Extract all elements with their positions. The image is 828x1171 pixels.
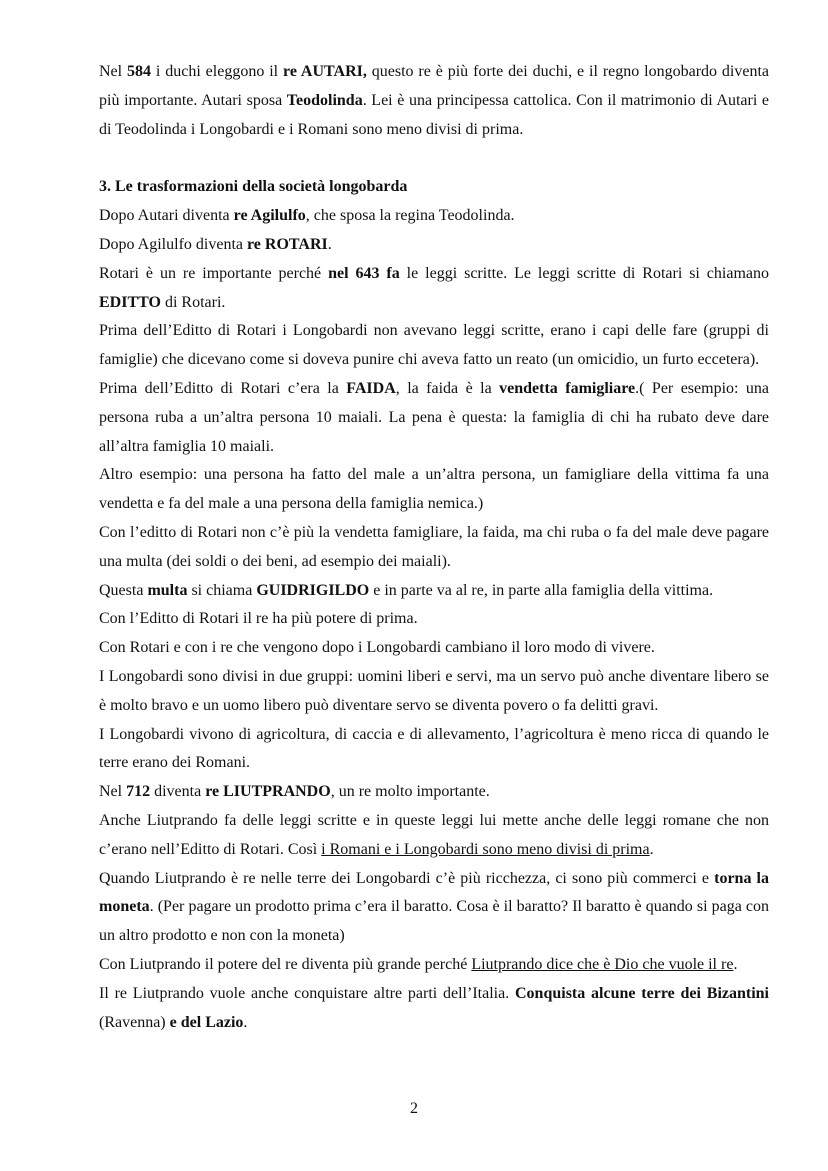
paragraph-groups: I Longobardi sono divisi in due gruppi: uomini liberi e servi, ma un servo può anche diventare libero se è molto bravo e un uomo libero può diventare servo se diventa povero o fa delitti gravi. xyxy=(99,667,769,714)
paragraph-leggi-liutprando: Anche Liutprando fa delle leggi scritte e in queste leggi lui mette anche delle leggi romane che non c’erano nell’Editto di Rotari. Così i Romani e i Longobardi sono meno divisi di prima. xyxy=(99,811,769,858)
paragraph-agriculture: I Longobardi vivono di agricoltura, di caccia e di allevamento, l’agricoltura è meno ricca di quando le terre erano dei Romani. xyxy=(99,725,769,772)
paragraph-power: Con l’Editto di Rotari il re ha più potere di prima. xyxy=(99,610,418,628)
paragraph-faida: Prima dell’Editto di Rotari c’era la FAIDA, la faida è la vendetta famigliare.( Per esempio: una persona ruba a un’altra persona 10 maiali. La pena è questa: la famiglia di chi ha rubato deve dare all’altra famiglia 10 maiali. xyxy=(99,379,770,455)
paragraph-editto: Rotari è un re importante perché nel 643 fa le leggi scritte. Le leggi scritte di Rotari si chiamano EDITTO di Rotari. xyxy=(99,264,770,311)
paragraph-autari: Nel 584 i duchi eleggono il re AUTARI, questo re è più forte dei duchi, e il regno longobardo diventa più importante. Autari sposa Teodolinda. Lei è una principessa cattolica. Con il matrimonio di Autari e di Teodolinda i Longobardi e i Romani sono meno divisi di prima. xyxy=(99,63,770,138)
document-page xyxy=(99,58,769,1037)
paragraph-moneta: Quando Liutprando è re nelle terre dei Longobardi c’è più ricchezza, ci sono più commerci e torna la moneta. (Per pagare un prodotto prima c’era il baratto. Cosa è il baratto? Il baratto è quando si paga con un altro prodotto e non con la moneta) xyxy=(99,869,769,945)
paragraph-liutprando: Nel 712 diventa re LIUTPRANDO, un re molto importante. xyxy=(99,783,490,801)
paragraph-dio: Con Liutprando il potere del re diventa più grande perché Liutprando dice che è Dio che vuole il re. xyxy=(99,955,738,973)
paragraph-before-editto: Prima dell’Editto di Rotari i Longobardi non avevano leggi scritte, erano i capi delle fare (gruppi di famiglie) che dicevano come si doveva punire chi aveva fatto un reato (un omicidio, un furto eccetera). xyxy=(99,322,769,369)
bold-king: re AUTARI, xyxy=(283,63,367,80)
paragraph-agilulfo: Dopo Autari diventa re Agilulfo, che sposa la regina Teodolinda. xyxy=(99,207,515,225)
page-number: 2 xyxy=(410,1100,418,1117)
paragraph-change: Con Rotari e con i re che vengono dopo i Longobardi cambiano il loro modo di vivere. xyxy=(99,639,655,657)
paragraph-multa-intro: Con l’editto di Rotari non c’è più la vendetta famigliare, la faida, ma chi ruba o fa del male deve pagare una multa (dei soldi o dei beni, ad esempio dei maiali). xyxy=(99,523,769,570)
spacer xyxy=(99,144,769,173)
paragraph-conquista: Il re Liutprando vuole anche conquistare altre parti dell’Italia. Conquista alcune terre dei Bizantini (Ravenna) e del Lazio. xyxy=(99,984,770,1031)
bold-name: Teodolinda xyxy=(286,91,363,109)
paragraph-rotari: Dopo Agilulfo diventa re ROTARI. xyxy=(99,235,332,253)
bold-year: 584 xyxy=(127,63,151,80)
paragraph-guidrigildo: Questa multa si chiama GUIDRIGILDO e in parte va al re, in parte alla famiglia della vittima. xyxy=(99,581,714,599)
paragraph-example: Altro esempio: una persona ha fatto del male a un’altra persona, un famigliare della vittima fa una vendetta e fa del male a una persona della famiglia nemica.) xyxy=(99,466,769,513)
section-heading: 3. Le trasformazioni della società longobarda xyxy=(99,178,408,196)
